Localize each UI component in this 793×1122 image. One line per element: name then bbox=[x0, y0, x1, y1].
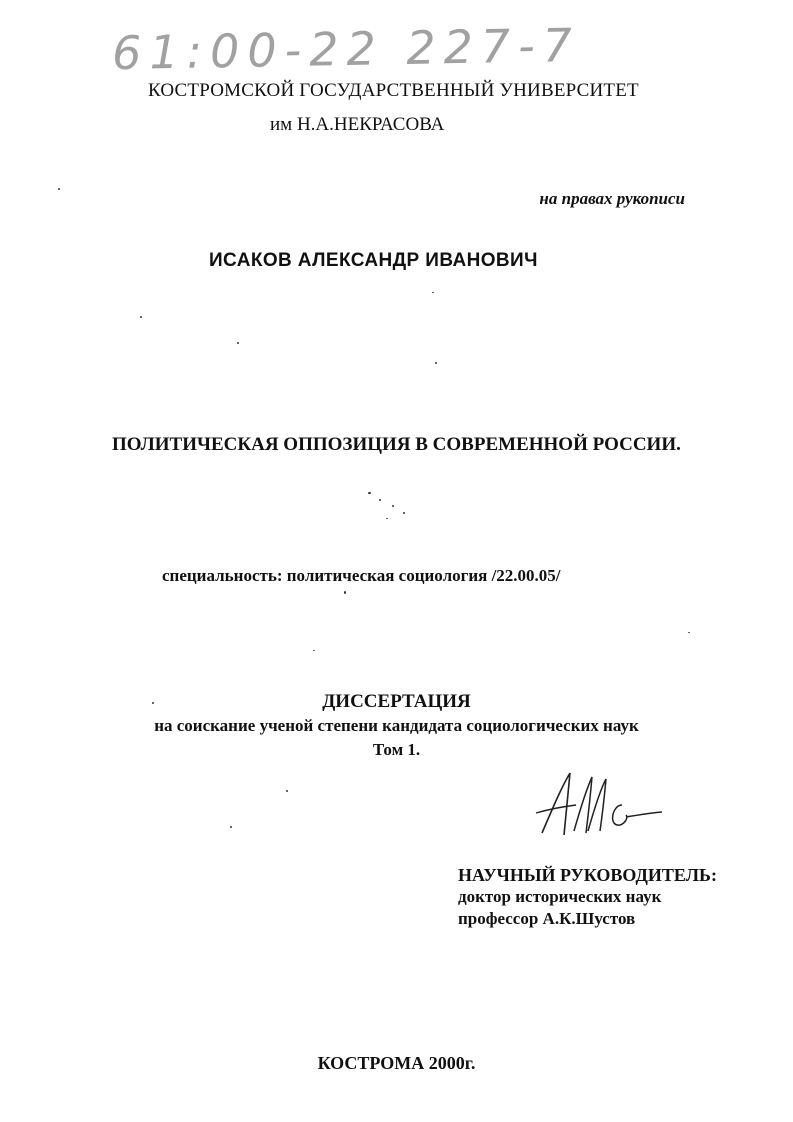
scan-speck bbox=[152, 702, 154, 704]
scan-speck bbox=[403, 512, 405, 514]
author-name: ИСАКОВ АЛЕКСАНДР ИВАНОВИЧ bbox=[209, 250, 538, 271]
scan-speck bbox=[435, 362, 437, 364]
supervisor-heading: НАУЧНЫЙ РУКОВОДИТЕЛЬ: bbox=[458, 865, 717, 885]
scan-speck bbox=[368, 492, 371, 494]
university-name: КОСТРОМСКОЙ ГОСУДАРСТВЕННЫЙ УНИВЕРСИТЕТ bbox=[148, 80, 639, 101]
archive-stamp: 61:00-22 227-7 bbox=[111, 17, 581, 81]
dissertation-volume: Том 1. bbox=[372, 740, 421, 759]
scan-speck bbox=[237, 342, 239, 344]
scan-speck bbox=[432, 292, 434, 293]
dissertation-heading: ДИССЕРТАЦИЯ bbox=[322, 691, 471, 712]
supervisor-degree: доктор исторических наук bbox=[458, 887, 662, 906]
scan-speck bbox=[379, 499, 381, 501]
scan-speck bbox=[58, 188, 60, 190]
specialty-line: специальность: политическая социология /22.00.05/ bbox=[162, 566, 561, 585]
scan-speck bbox=[392, 505, 394, 507]
signature-icon bbox=[530, 765, 670, 845]
dissertation-purpose: на соискание ученой степени кандидата социологических наук bbox=[154, 716, 639, 735]
scan-speck bbox=[688, 632, 690, 633]
city-year: КОСТРОМА 2000г. bbox=[317, 1053, 476, 1073]
scan-speck bbox=[286, 790, 288, 792]
scan-speck bbox=[140, 316, 142, 318]
university-named-after: им Н.А.НЕКРАСОВА bbox=[270, 114, 445, 135]
scan-speck bbox=[386, 518, 388, 519]
scan-speck bbox=[313, 650, 315, 651]
supervisor-block bbox=[458, 864, 717, 930]
manuscript-rights-note: на правах рукописи bbox=[539, 189, 685, 208]
thesis-title: ПОЛИТИЧЕСКАЯ ОППОЗИЦИЯ В СОВРЕМЕННОЙ РОССИИ. bbox=[112, 434, 681, 455]
scan-speck bbox=[344, 591, 346, 594]
dissertation-block bbox=[0, 690, 793, 762]
scan-speck bbox=[230, 826, 232, 828]
supervisor-name: профессор А.К.Шустов bbox=[458, 909, 636, 928]
